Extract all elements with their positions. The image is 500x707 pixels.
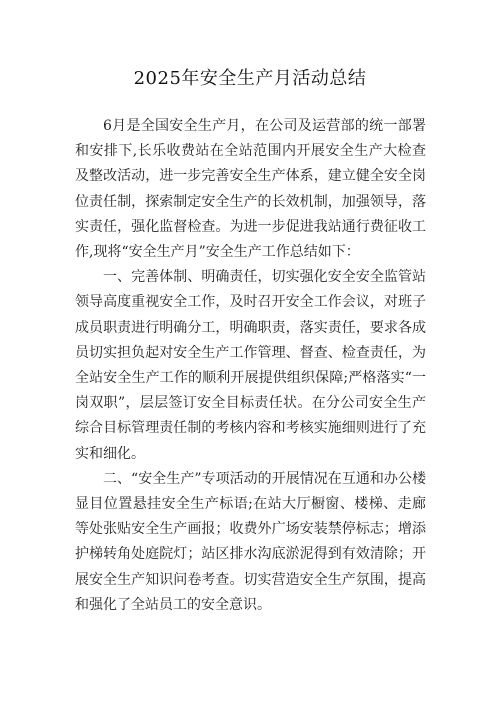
paragraph-section-2: 二、“安全生产”专项活动的开展情况在互通和办公楼显目位置悬挂安全生产标语;在站大厅橱窗、楼梯、走廊等处张贴安全生产画报；收费外广场安装禁停标志；增添护梯转角处庭院灯；站区排水沟底淤泥得到有效清除；开展安全生产知识问卷考查。切实营造安全生产氛围，提高和强化了全站员工的安全意识。 — [75, 470, 426, 613]
paragraph-intro: 6月是全国安全生产月，在公司及运营部的统一部署和安排下,长乐收费站在全站范围内开展安全生产大检查及整改活动，进一步完善安全生产体系，建立健全安全岗位责任制，探索制定安全生产的长效机制，加强领导，落实责任，强化监督检查。为进一步促进我站通行费征收工作,现将“安全生产月”安全生产工作总结如下： — [75, 118, 426, 261]
paragraph-section-1: 一、完善体制、明确责任，切实强化安全安全监管站领导高度重视安全工作，及时召开安全工作会议，对班子成员职责进行明确分工，明确职责，落实责任，要求各成员切实担负起对安全生产工作管理、督查、检查责任，为全站安全生产工作的顺利开展提供组织保障;严格落实“一岗双职”，层层签订安全目标责任状。在分公司安全生产综合目标管理责任制的考核内容和考核实施细则进行了充实和细化。 — [75, 269, 426, 462]
document-body — [75, 114, 426, 618]
document-title: 2025年安全生产月活动总结 — [133, 68, 367, 89]
